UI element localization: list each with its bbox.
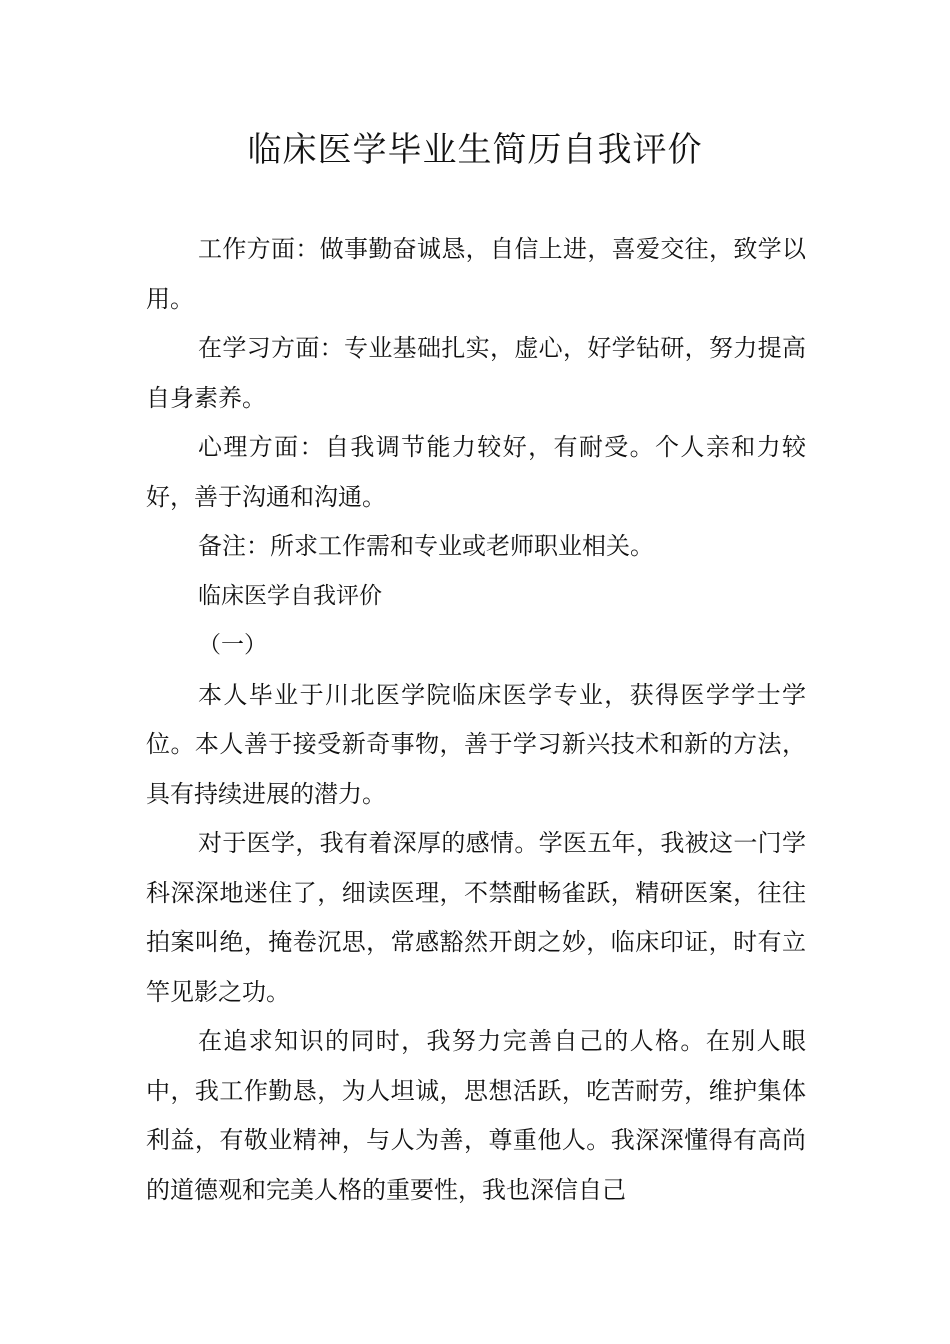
paragraph-study: 在学习方面：专业基础扎实，虚心，好学钻研，努力提高自身素养。: [146, 334, 806, 412]
paragraph-medicine: 对于医学，我有着深厚的感情。学医五年，我被这一门学科深深地迷住了，细读医理，不禁酣畅雀跃，精研医案，往往拍案叫绝，掩卷沉思，常感豁然开朗之妙，临床印证，时有立竿见影之功。: [146, 829, 806, 1006]
document-body: [146, 225, 806, 1215]
section-number: （一）: [198, 632, 267, 658]
paragraph-psychology: 心理方面：自我调节能力较好，有耐受。个人亲和力较好，善于沟通和沟通。: [146, 433, 806, 511]
document-title: 临床医学毕业生简历自我评价: [247, 130, 703, 170]
paragraph-work: 工作方面：做事勤奋诚恳，自信上进，喜爱交往，致学以用。: [146, 235, 806, 313]
paragraph-note: 备注：所求工作需和专业或老师职业相关。: [198, 532, 654, 560]
paragraph-graduation: 本人毕业于川北医学院临床医学专业，获得医学学士学位。本人善于接受新奇事物，善于学习新兴技术和新的方法，具有持续进展的潜力。: [146, 680, 806, 808]
paragraph-character: 在追求知识的同时，我努力完善自己的人格。在别人眼中，我工作勤恳，为人坦诚，思想活跃，吃苦耐劳，维护集体利益，有敬业精神，与人为善，尊重他人。我深深懂得有高尚的道德观和完美人格的重要性，我也深信自己: [146, 1027, 806, 1204]
section-heading: 临床医学自我评价: [198, 582, 382, 609]
